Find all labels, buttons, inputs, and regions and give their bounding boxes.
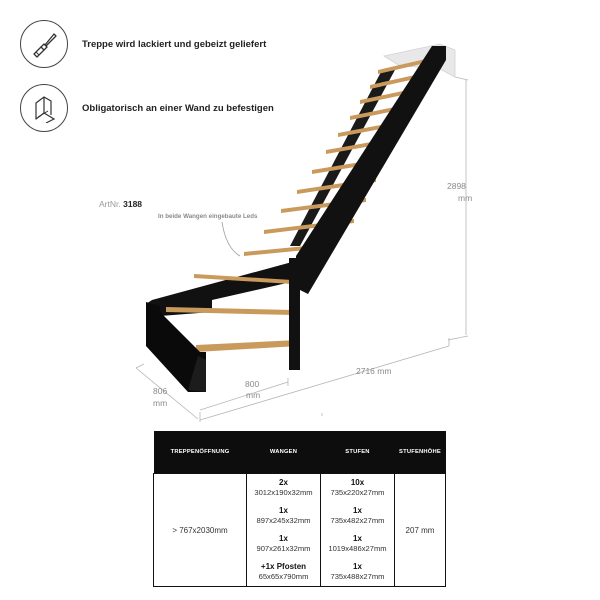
spec-table bbox=[153, 431, 446, 587]
landing-unit: mm bbox=[246, 390, 261, 400]
depth-unit: mm bbox=[153, 398, 168, 408]
wangen-item: +1x Pfosten 65x65x790mm bbox=[258, 562, 309, 581]
height-dimension: 2898 bbox=[447, 181, 466, 191]
length-dimension: 2716 mm bbox=[356, 366, 392, 376]
stufen-item: 1x 1019x486x27mm bbox=[328, 534, 387, 553]
height-unit: mm bbox=[458, 193, 473, 203]
header-step-height: STUFENHÖHE bbox=[395, 431, 446, 474]
cell-stufen bbox=[321, 474, 395, 587]
spec-header-row bbox=[154, 431, 446, 474]
stufen-item: 1x 735x488x27mm bbox=[330, 562, 385, 581]
cell-step-height: 207 mm bbox=[395, 474, 446, 587]
landing-dimension: 800 bbox=[245, 379, 260, 389]
feature-text-wall-mount: Obligatorisch an einer Wand zu befestigen bbox=[82, 102, 274, 114]
wangen-item: 2x 3012x190x32mm bbox=[254, 478, 313, 497]
spec-row bbox=[154, 474, 446, 587]
leds-leader-line bbox=[222, 222, 240, 256]
header-opening: TREPPENÖFFNUNG bbox=[154, 431, 247, 474]
header-wangen: WANGEN bbox=[247, 431, 321, 474]
header-stufen: STUFEN bbox=[321, 431, 395, 474]
article-value: 3188 bbox=[123, 199, 143, 209]
cell-wangen bbox=[247, 474, 321, 587]
article-number bbox=[99, 199, 142, 209]
feature-text-varnished: Treppe wird lackiert und gebeizt geliefert bbox=[82, 38, 267, 50]
newel-post bbox=[289, 258, 300, 370]
article-prefix: ArtNr. bbox=[99, 199, 121, 209]
stufen-item: 1x 735x482x27mm bbox=[330, 506, 385, 525]
leds-annotation: In beide Wangen eingebaute Leds bbox=[158, 213, 258, 220]
wangen-item: 1x 907x261x32mm bbox=[256, 534, 311, 553]
stufen-item: 10x 735x220x27mm bbox=[330, 478, 385, 497]
wangen-item: 1x 897x245x32mm bbox=[256, 506, 311, 525]
depth-dimension: 806 bbox=[153, 386, 168, 396]
cell-opening: > 767x2030mm bbox=[154, 474, 247, 587]
